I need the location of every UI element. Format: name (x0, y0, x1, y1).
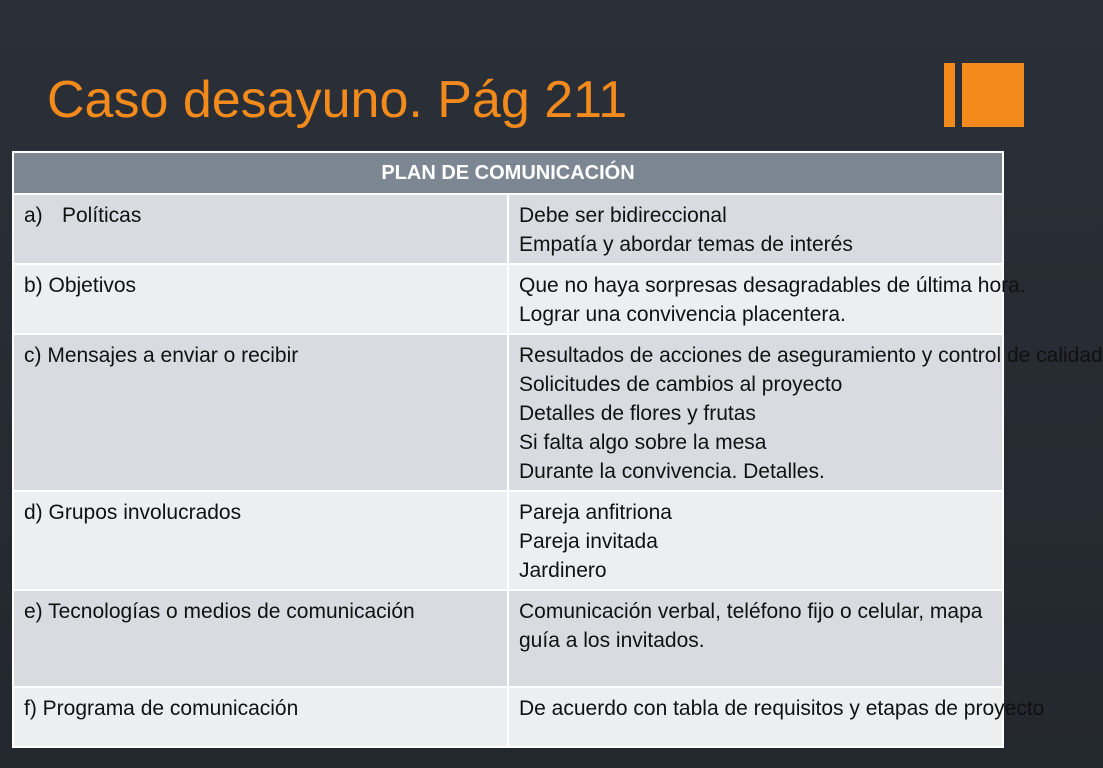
row-line: Solicitudes de cambios al proyecto (519, 373, 843, 396)
row-label-tecnologias: e) Tecnologías o medios de comunicación (13, 590, 508, 687)
row-line: Pareja invitada (519, 530, 658, 553)
row-line: Lograr una convivencia placentera. (519, 303, 846, 326)
row-label-text: Políticas (62, 204, 142, 227)
table-row (13, 590, 1003, 687)
table-row (13, 491, 1003, 590)
row-line: Durante la convivencia. Detalles. (519, 460, 825, 483)
row-content-programa (508, 687, 1045, 747)
table-header: PLAN DE COMUNICACIÓN (13, 152, 1003, 194)
table-header-row (13, 152, 1003, 194)
row-label-grupos: d) Grupos involucrados (13, 491, 508, 590)
row-content-tecnologias (508, 590, 1003, 687)
table-row (13, 194, 1003, 264)
row-line: Empatía y abordar temas de interés (519, 233, 853, 256)
communication-plan-table-wrapper (12, 151, 1103, 748)
row-content-politicas (508, 194, 1003, 264)
row-line: Debe ser bidireccional (519, 204, 727, 227)
row-line: Comunicación verbal, teléfono fijo o celular, mapa guía a los invitados. (519, 600, 983, 652)
row-label-prefix: a) (24, 204, 43, 227)
row-line: Que no haya sorpresas desagradables de última hora. (519, 274, 1026, 297)
row-line: Si falta algo sobre la mesa (519, 431, 767, 454)
table-row (13, 687, 1003, 747)
row-label-objetivos: b) Objetivos (13, 264, 508, 334)
slide-title: Caso desayuno. Pág 211 (47, 71, 628, 129)
row-line: Resultados de acciones de aseguramiento y control de calidad (519, 344, 1103, 367)
row-line: De acuerdo con tabla de requisitos y etapas de proyecto (519, 697, 1045, 720)
accent-bar-thick (962, 63, 1024, 127)
row-line: Pareja anfitriona (519, 501, 672, 524)
row-content-mensajes (508, 334, 1103, 491)
communication-plan-table (12, 151, 1103, 748)
row-content-objetivos (508, 264, 1026, 334)
row-line: Jardinero (519, 559, 607, 582)
row-line: Detalles de flores y frutas (519, 402, 756, 425)
row-content-grupos (508, 491, 1003, 590)
row-label-mensajes: c) Mensajes a enviar o recibir (13, 334, 508, 491)
row-label-politicas (13, 194, 508, 264)
accent-bar-thin (944, 63, 955, 127)
row-label-programa: f) Programa de comunicación (13, 687, 508, 747)
table-row (13, 264, 1003, 334)
table-row (13, 334, 1003, 491)
